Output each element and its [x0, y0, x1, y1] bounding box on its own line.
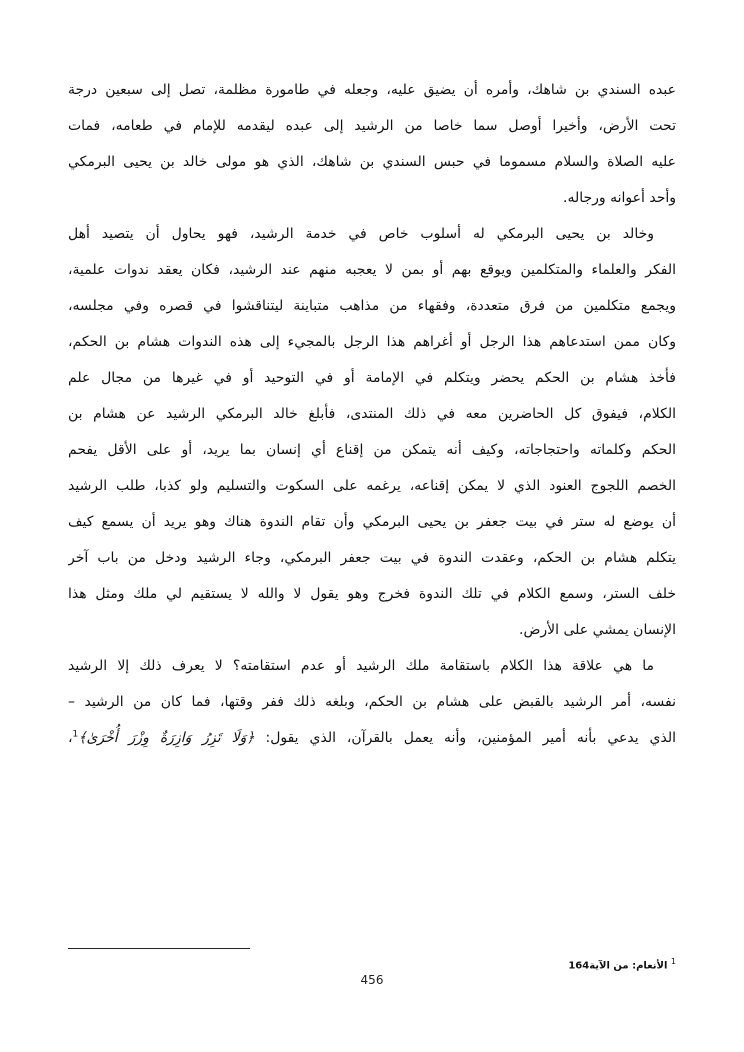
body-text: [68, 72, 676, 756]
text-line: تحت الأرض، وأخيرا أوصل سما خاصا من الرشيد إلى عبده ليقدمه للإمام في طعامه، فمات: [68, 118, 676, 134]
text-line: وأحد أعوانه ورجاله.: [563, 190, 676, 206]
text-line: نفسه، أمر الرشيد بالقبض على هشام بن الحكم، وبلغه ذلك ففر وقتها، فما كان من الرشيد –: [68, 694, 676, 710]
text-line: الإنسان يمشي على الأرض.: [519, 622, 676, 638]
text-line: الحكم وكلماته واحتجاجاته، وكيف أنه يتمكن من إقناع أي إنسان بما يريد، أو على الأقل يفحم: [68, 442, 676, 458]
quran-quote: ﴿وَلَا تَزِرُ وَازِرَةٌ وِزْرَ أُخْرَىٰ﴾: [78, 730, 255, 746]
text-line: ويجمع متكلمين من فرق متعددة، وفقهاء من مذاهب متباينة ليتناقشوا في قصره وفي مجلسه،: [68, 298, 676, 314]
footnote: [568, 957, 676, 971]
footnote-reference[interactable]: 1: [72, 729, 79, 740]
page-number: 456: [360, 973, 384, 987]
text-line: الخصم اللجوج العنود الذي لا يمكن إقناعه، يرغمه على السكوت والتسليم ولو كذبا، طلب الرشيد: [68, 478, 676, 494]
footnote-number: 1: [670, 957, 676, 966]
text-line: الفكر والعلماء والمتكلمين ويوقع بهم أو بمن لا يعجبه منهم عند الرشيد، فكان يعقد ندوات علمية،: [68, 262, 676, 278]
text-line: وكان ممن استدعاهم هذا الرجل أو أغراهم هذا الرجل بالمجيء إلى هذه الندوات هشام بن الحكم،: [68, 334, 676, 350]
text-line: فأخذ هشام بن الحكم يحضر ويتكلم في الإمامة أو في التوحيد أو في غيرها من مجال علم: [68, 370, 676, 386]
footnote-separator: [68, 948, 250, 949]
text-line: الذي يدعي بأنه أمير المؤمنين، وأنه يعمل بالقرآن، الذي يقول:: [254, 730, 676, 746]
text-line: أن يوضع له ستر في بيت جعفر بن يحيى البرمكي وأن تقام الندوة هناك وهو يريد أن يسمع كيف: [68, 514, 676, 530]
paragraph-start-line: ما هي علاقة هذا الكلام باستقامة ملك الرشيد أو عدم استقامته؟ لا يعرف ذلك إلا الرشيد: [68, 658, 654, 674]
text-line: الكلام، فيفوق كل الحاضرين معه في ذلك المنتدى، فأبلغ خالد البرمكي الرشيد عن هشام بن: [68, 406, 676, 422]
trailing-punctuation: ،: [68, 730, 73, 746]
text-line: عليه الصلاة والسلام مسموما في حبس السندي بن شاهك، الذي هو مولى خالد بن يحيى البرمكي: [68, 154, 676, 170]
text-line: خلف الستر، وسمع الكلام في تلك الندوة فخرج وهو يقول لا والله لا يستقيم لي ملك ومثل هذا: [68, 586, 676, 602]
text-line: عبده السندي بن شاهك، وأمره أن يضيق عليه، وجعله في طامورة مظلمة، تصل إلى سبعين درجة: [68, 82, 676, 98]
text-line: يتكلم هشام بن الحكم، وعقدت الندوة في بيت جعفر البرمكي، وجاء الرشيد ودخل من باب آخر: [68, 550, 676, 566]
quran-citation-line: [68, 720, 676, 756]
paragraph-start-line: وخالد بن يحيى البرمكي له أسلوب خاص في خدمة الرشيد، فهو يحاول أن يتصيد أهل: [68, 226, 654, 242]
footnote-text: الأنعام: من الآية164: [568, 960, 668, 972]
